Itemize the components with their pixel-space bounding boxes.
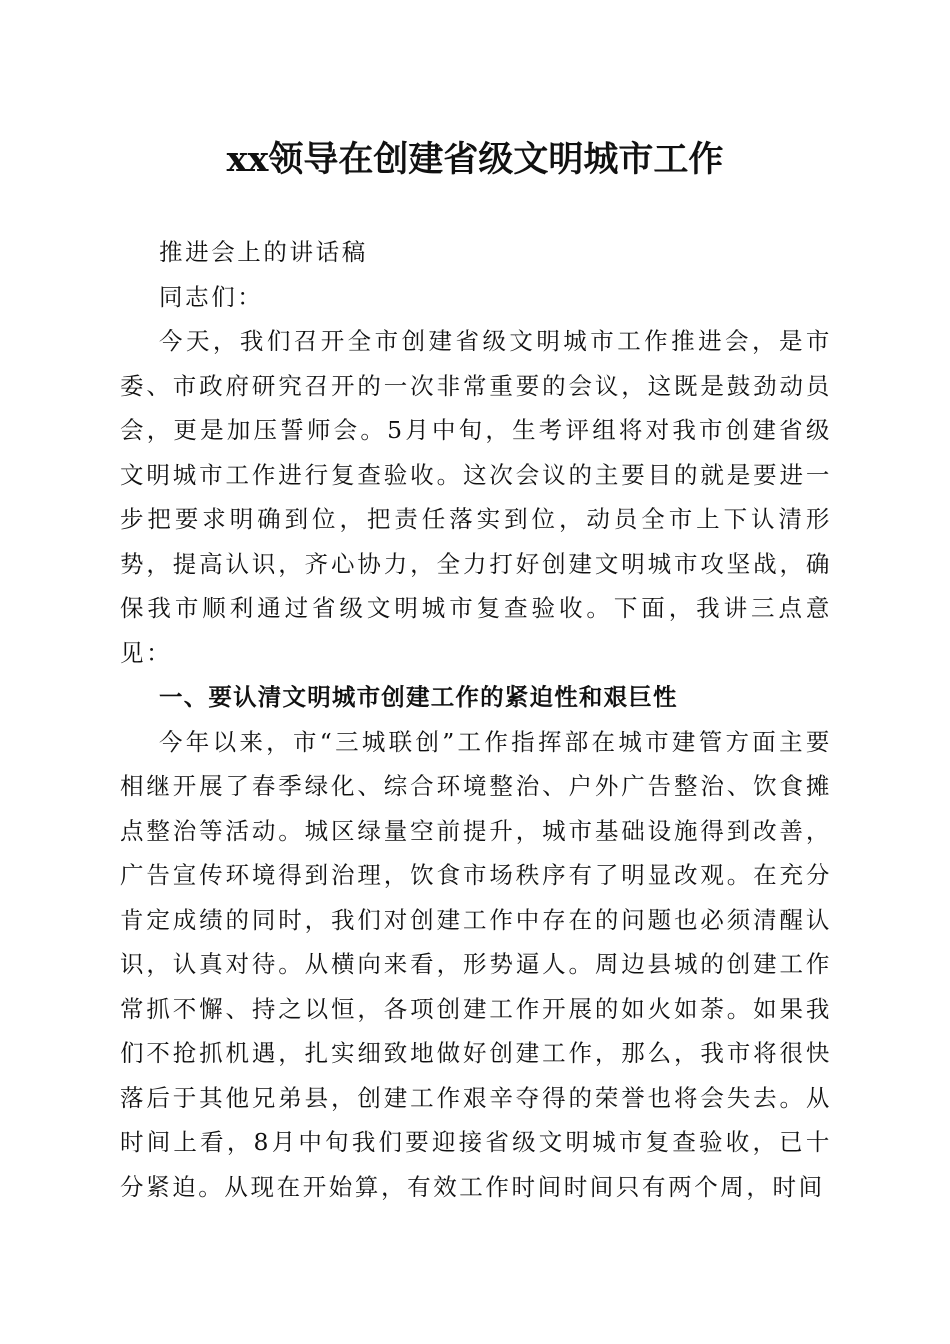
section-heading: 一、要认清文明城市创建工作的紧迫性和艰巨性 <box>159 683 678 711</box>
intro-paragraph: 今天，我们召开全市创建省级文明城市工作推进会，是市委、市政府研究召开的一次非常重要的会议，这既是鼓劲动员会，更是加压誓师会。5月中旬，生考评组将对我市创建省级文明城市工作进行复查验收。这次会议的主要目的就是要进一步把要求明确到位，把责任落实到位，动员全市上下认清形势，提高认识，齐心协力，全力打好创建文明城市攻坚战，确保我市顺利通过省级文明城市复查验收。下面，我讲三点意见： <box>120 327 832 667</box>
document-title: xx领导在创建省级文明城市工作 <box>226 139 724 180</box>
body-paragraph: 今年以来，市“三城联创”工作指挥部在城市建管方面主要相继开展了春季绿化、综合环境整治、户外广告整治、饮食摊点整治等活动。城区绿量空前提升，城市基础设施得到改善，广告宣传环境得到治理，饮食市场秩序有了明显改观。在充分肯定成绩的同时，我们对创建工作中存在的问题也必须清醒认识，认真对待。从横向来看，形势逼人。周边县城的创建工作常抓不懈、持之以恒，各项创建工作开展的如火如荼。如果我们不抢抓机遇，扎实细致地做好创建工作，那么，我市将很快落后于其他兄弟县，创建工作艰辛夺得的荣誉也将会失去。从时间上看，8月中旬我们要迎接省级文明城市复查验收，已十分紧迫。从现在开始算，有效工作时间时间只有两个周，时间 <box>120 727 832 1201</box>
salutation-paragraph: 同志们： <box>159 282 264 311</box>
subtitle-paragraph: 推进会上的讲话稿 <box>159 238 368 266</box>
document-body <box>120 230 832 1209</box>
